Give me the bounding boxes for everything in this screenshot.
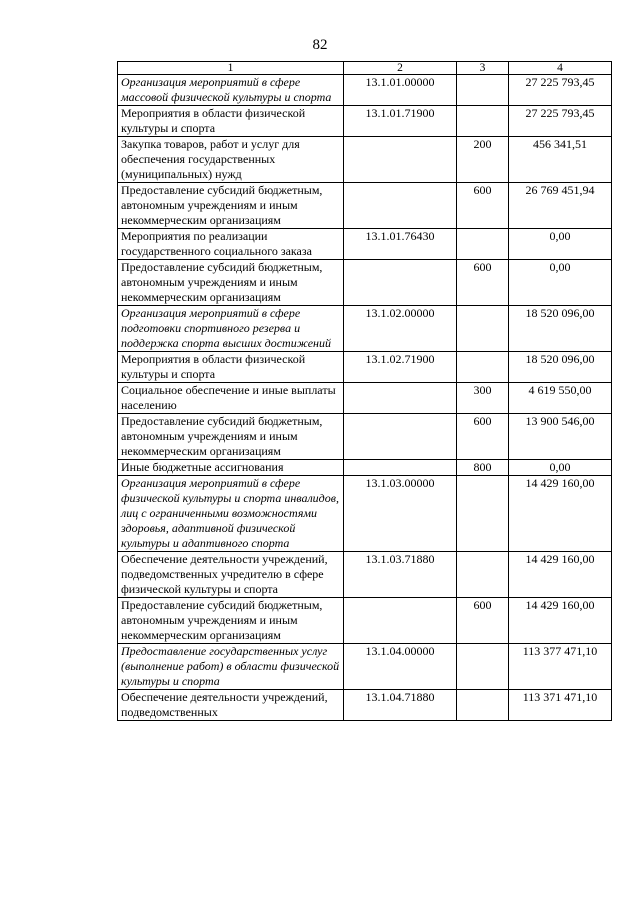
cell-expense-type: 300 xyxy=(457,383,509,414)
cell-amount: 4 619 550,00 xyxy=(509,383,612,414)
cell-amount: 14 429 160,00 xyxy=(509,476,612,552)
cell-expense-type xyxy=(457,352,509,383)
cell-code: 13.1.03.71880 xyxy=(344,552,457,598)
table-row xyxy=(118,414,612,460)
table-row xyxy=(118,644,612,690)
table-row xyxy=(118,476,612,552)
table-row xyxy=(118,260,612,306)
cell-amount: 456 341,51 xyxy=(509,137,612,183)
cell-name: Мероприятия по реализации государственного социального заказа xyxy=(118,229,344,260)
table-row xyxy=(118,75,612,106)
cell-code: 13.1.03.00000 xyxy=(344,476,457,552)
column-header-1: 1 xyxy=(118,62,344,75)
cell-name: Организация мероприятий в сфере подготовки спортивного резерва и поддержка спорта высших достижений xyxy=(118,306,344,352)
cell-code xyxy=(344,260,457,306)
table-row xyxy=(118,460,612,476)
cell-expense-type xyxy=(457,552,509,598)
cell-code xyxy=(344,183,457,229)
budget-table xyxy=(117,61,612,721)
cell-amount: 13 900 546,00 xyxy=(509,414,612,460)
cell-name: Закупка товаров, работ и услуг для обеспечения государственных (муниципальных) нужд xyxy=(118,137,344,183)
cell-code: 13.1.02.71900 xyxy=(344,352,457,383)
cell-name: Предоставление субсидий бюджетным, автономным учреждениям и иным некоммерческим организациям xyxy=(118,183,344,229)
cell-expense-type xyxy=(457,476,509,552)
cell-amount: 113 377 471,10 xyxy=(509,644,612,690)
cell-code: 13.1.04.71880 xyxy=(344,690,457,721)
column-header-4: 4 xyxy=(509,62,612,75)
cell-amount: 0,00 xyxy=(509,260,612,306)
cell-expense-type: 600 xyxy=(457,414,509,460)
column-header-3: 3 xyxy=(457,62,509,75)
cell-expense-type xyxy=(457,75,509,106)
cell-expense-type: 200 xyxy=(457,137,509,183)
table-row xyxy=(118,229,612,260)
table-row xyxy=(118,383,612,414)
cell-name: Мероприятия в области физической культуры и спорта xyxy=(118,352,344,383)
cell-code xyxy=(344,383,457,414)
cell-expense-type xyxy=(457,229,509,260)
cell-amount: 14 429 160,00 xyxy=(509,598,612,644)
cell-code xyxy=(344,414,457,460)
table-row xyxy=(118,183,612,229)
cell-amount: 113 371 471,10 xyxy=(509,690,612,721)
table-row xyxy=(118,690,612,721)
cell-name: Обеспечение деятельности учреждений, подведомственных xyxy=(118,690,344,721)
cell-expense-type xyxy=(457,644,509,690)
table-row xyxy=(118,598,612,644)
cell-name: Иные бюджетные ассигнования xyxy=(118,460,344,476)
cell-code: 13.1.04.00000 xyxy=(344,644,457,690)
table-row xyxy=(118,137,612,183)
cell-amount: 14 429 160,00 xyxy=(509,552,612,598)
table-row xyxy=(118,552,612,598)
cell-code xyxy=(344,598,457,644)
cell-name: Предоставление субсидий бюджетным, автономным учреждениям и иным некоммерческим организациям xyxy=(118,260,344,306)
cell-expense-type xyxy=(457,106,509,137)
cell-expense-type: 600 xyxy=(457,183,509,229)
cell-code: 13.1.01.71900 xyxy=(344,106,457,137)
cell-name: Обеспечение деятельности учреждений, подведомственных учредителю в сфере физической культуры и спорта xyxy=(118,552,344,598)
cell-amount: 18 520 096,00 xyxy=(509,306,612,352)
table-row xyxy=(118,306,612,352)
cell-amount: 27 225 793,45 xyxy=(509,106,612,137)
cell-name: Социальное обеспечение и иные выплаты населению xyxy=(118,383,344,414)
cell-name: Организация мероприятий в сфере физической культуры и спорта инвалидов, лиц с ограниченными возможностями здоровья, адаптивной физической культуры и адаптивного спорта xyxy=(118,476,344,552)
cell-name: Мероприятия в области физической культуры и спорта xyxy=(118,106,344,137)
cell-expense-type: 600 xyxy=(457,260,509,306)
page-number: 82 xyxy=(312,37,328,53)
table-row xyxy=(118,352,612,383)
cell-name: Организация мероприятий в сфере массовой физической культуры и спорта xyxy=(118,75,344,106)
cell-amount: 27 225 793,45 xyxy=(509,75,612,106)
cell-amount: 26 769 451,94 xyxy=(509,183,612,229)
cell-code xyxy=(344,460,457,476)
cell-code: 13.1.02.00000 xyxy=(344,306,457,352)
cell-amount: 0,00 xyxy=(509,460,612,476)
cell-code: 13.1.01.00000 xyxy=(344,75,457,106)
cell-expense-type xyxy=(457,306,509,352)
cell-name: Предоставление субсидий бюджетным, автономным учреждениям и иным некоммерческим организациям xyxy=(118,414,344,460)
table-row xyxy=(118,106,612,137)
cell-code: 13.1.01.76430 xyxy=(344,229,457,260)
cell-name: Предоставление государственных услуг (выполнение работ) в области физической культуры и спорта xyxy=(118,644,344,690)
cell-expense-type xyxy=(457,690,509,721)
cell-code xyxy=(344,137,457,183)
cell-amount: 18 520 096,00 xyxy=(509,352,612,383)
column-header-2: 2 xyxy=(344,62,457,75)
cell-amount: 0,00 xyxy=(509,229,612,260)
table-header-row xyxy=(118,62,612,75)
cell-expense-type: 600 xyxy=(457,598,509,644)
cell-name: Предоставление субсидий бюджетным, автономным учреждениям и иным некоммерческим организациям xyxy=(118,598,344,644)
cell-expense-type: 800 xyxy=(457,460,509,476)
